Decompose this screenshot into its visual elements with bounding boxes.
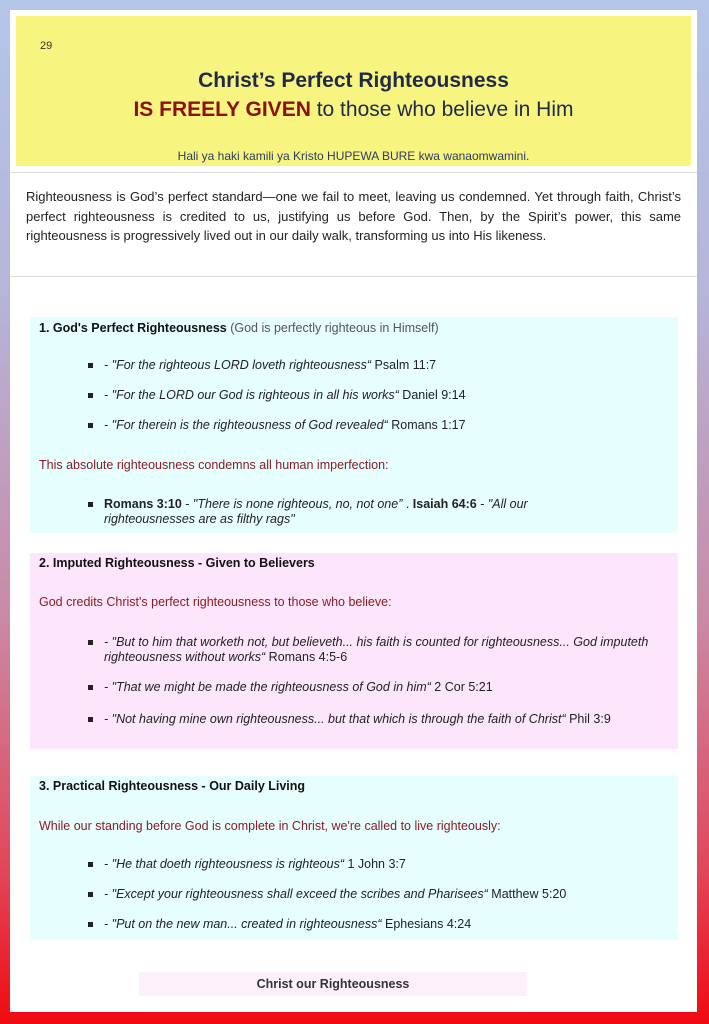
section-heading: 1. God's Perfect Righteousness (God is perfectly righteous in Himself) xyxy=(39,321,439,335)
divider xyxy=(10,276,697,277)
scripture-quote: - "For the righteous LORD loveth righteousness“ xyxy=(104,358,372,372)
header-banner xyxy=(16,16,691,166)
page-title-line2 xyxy=(16,98,691,122)
scripture-quote: "All our righteousnesses are as filthy rags" xyxy=(104,497,528,526)
scripture-ref: Romans 1:17 xyxy=(387,418,466,432)
page xyxy=(10,10,697,1012)
scripture-quote: - "Put on the new man... created in righteousness“ xyxy=(104,917,382,931)
scripture-ref: 2 Cor 5:21 xyxy=(430,680,493,694)
title-rest: to those who believe in Him xyxy=(310,98,574,121)
section-heading-note: (God is perfectly righteous in Himself) xyxy=(226,321,439,335)
scripture-bullet xyxy=(88,388,653,403)
section-practical-righteousness xyxy=(30,776,678,940)
section-lead: God credits Christ's perfect righteousness to those who believe: xyxy=(39,595,392,609)
intro-paragraph: Righteousness is God’s perfect standard—one we fail to meet, leaving us condemned. Yet through faith, Christ’s perfect righteousness is credited to us, justifying us before God. Then, by the Spirit’s power, this same righteousness is progressively lived out in our daily walk, transforming us into His likeness. xyxy=(26,189,681,243)
section-heading: 2. Imputed Righteousness - Given to Believers xyxy=(39,556,315,570)
scripture-ref: Romans 3:10 xyxy=(104,497,182,511)
scripture-quote: "There is none righteous, no, not one” xyxy=(192,497,403,511)
scripture-ref: Ephesians 4:24 xyxy=(381,917,472,931)
scripture-quote: - "For the LORD our God is righteous in all his works“ xyxy=(104,388,399,402)
scripture-bullet xyxy=(88,680,653,695)
page-number: 29 xyxy=(40,40,53,52)
scripture-ref: Psalm 11:7 xyxy=(371,358,437,372)
scripture-bullet xyxy=(88,358,653,373)
divider xyxy=(10,172,697,173)
scripture-quote: - "Except your righteousness shall exceed the scribes and Pharisees“ xyxy=(104,887,488,901)
scripture-quote: - "Not having mine own righteousness... but that which is through the faith of Christ“ xyxy=(104,712,566,726)
scripture-bullet: Romans 3:10 - "There is none righteous, no, not one” . Isaiah 64:6 - "All our righteousnesses are as filthy rags" xyxy=(88,497,598,527)
scripture-ref: 1 John 3:7 xyxy=(343,857,406,871)
section-imputed-righteousness xyxy=(30,553,678,749)
section-gods-righteousness xyxy=(30,317,678,533)
title-highlight: IS FREELY GIVEN xyxy=(133,98,311,121)
scripture-ref: Romans 4:5-6 xyxy=(265,650,348,664)
scripture-bullet xyxy=(88,635,653,665)
scripture-quote: - "But to him that worketh not, but believeth... his faith is counted for righteousness... God imputeth righteousness without works“ xyxy=(104,635,649,664)
scripture-quote: - "He that doeth righteousness is righteous“ xyxy=(104,857,344,871)
section-heading: 3. Practical Righteousness - Our Daily Living xyxy=(39,779,306,793)
scripture-ref: Daniel 9:14 xyxy=(398,388,466,402)
section-lead: While our standing before God is complete in Christ, we're called to live righteously: xyxy=(39,819,501,833)
scripture-quote: - "For therein is the righteousness of God revealed“ xyxy=(104,418,388,432)
scripture-bullet xyxy=(88,887,653,902)
page-title: Christ’s Perfect Righteousness xyxy=(198,69,509,92)
scripture-bullet xyxy=(88,917,653,932)
section-lead: This absolute righteousness condemns all human imperfection: xyxy=(39,458,389,472)
scripture-ref: Matthew 5:20 xyxy=(487,887,567,901)
scripture-ref: Phil 3:9 xyxy=(565,712,611,726)
scripture-bullet xyxy=(88,857,653,872)
scripture-ref: Isaiah 64:6 xyxy=(412,497,477,511)
scripture-bullet xyxy=(88,418,653,433)
swahili-subtitle: Hali ya haki kamili ya Kristo HUPEWA BURE kwa wanaomwamini. xyxy=(177,149,530,163)
scripture-quote: - "That we might be made the righteousness of God in him“ xyxy=(104,680,431,694)
scripture-bullet xyxy=(88,712,653,727)
footer-label: Christ our Righteousness xyxy=(139,972,527,996)
